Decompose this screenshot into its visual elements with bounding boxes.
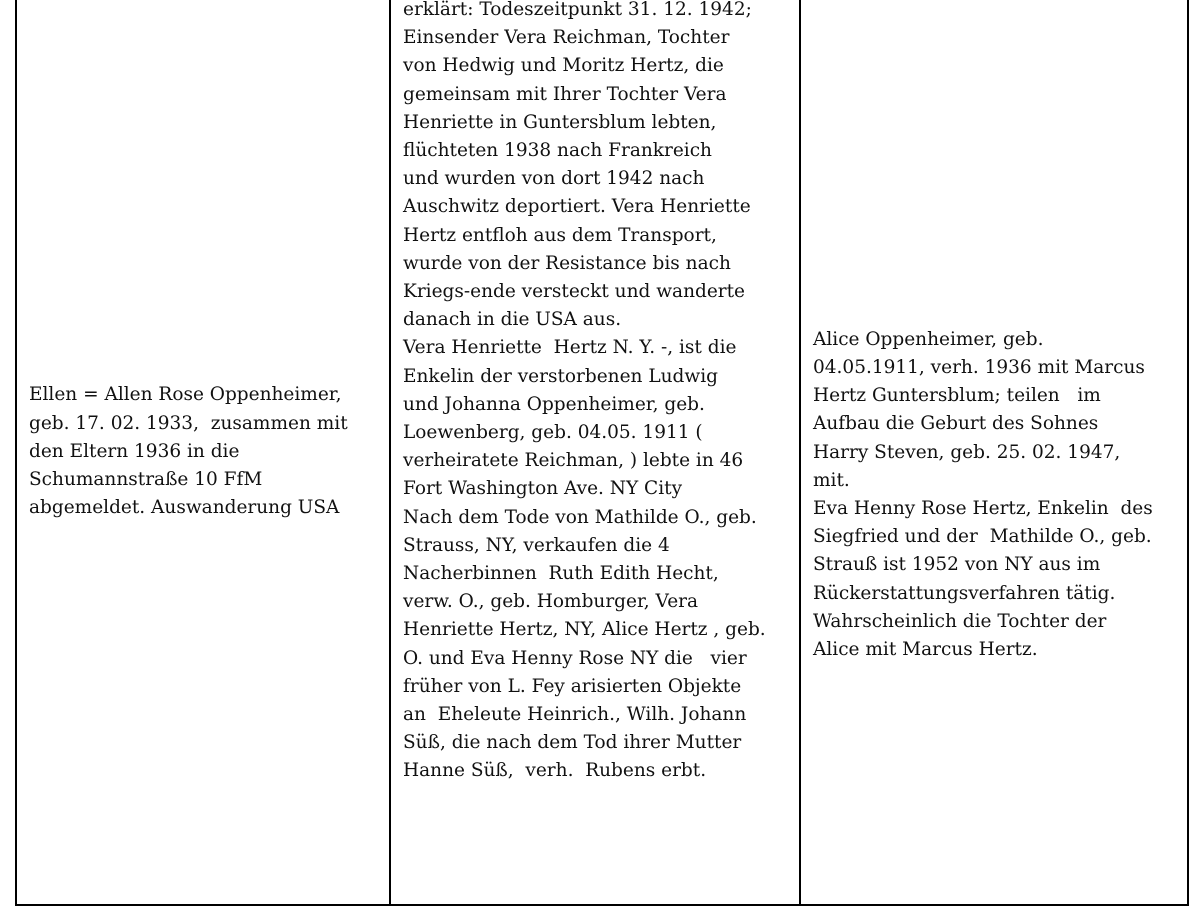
cell-notes-text: Alice Oppenheimer, geb. 04.05.1911, verh. 1936 mit Marcus Hertz Guntersblum; teilen im Aufbau die Geburt des Sohnes Harry Steven, geb. 25. 02. 1947, mit. Eva Henny Rose Hertz, Enkelin des Siegfried und der Mathilde O., geb. Strauß ist 1952 von NY aus im Rückerstattungsverfahren tätig. Wahrscheinlich die Tochter der Alice mit Marcus Hertz. bbox=[813, 328, 1153, 661]
cell-details bbox=[390, 0, 800, 905]
table-row bbox=[16, 0, 1188, 905]
cell-details-text: erklärt: Todeszeitpunkt 31. 12. 1942; Einsender Vera Reichman, Tochter von Hedwig und Moritz Hertz, die gemeinsam mit Ihrer Tochter Vera Henriette in Guntersblum lebten, flüchteten 1938 nach Frankreich und wurden von dort 1942 nach Auschwitz deportiert. Vera Henriette Hertz entfloh aus dem Transport, wurde von der Resistance bis nach Kriegs-ende versteckt und wanderte danach in die USA aus. Vera Henriette Hertz N. Y. -, ist die Enkelin der verstorbenen Ludwig und Johanna Oppenheimer, geb. Loewenberg, geb. 04.05. 1911 ( verheiratete Reichman, ) lebte in 46 Fort Washington Ave. NY City Nach dem Tode von Mathilde O., geb. Strauss, NY, verkaufen die 4 Nacherbinnen Ruth Edith Hecht, verw. O., geb. Homburger, Vera Henriette Hertz, NY, Alice Hertz , geb. O. und Eva Henny Rose NY die vier früher von L. Fey arisierten Objekte an Eheleute Heinrich., Wilh. Johann Süß, die nach dem Tod ihrer Mutter Hanne Süß, verh. Rubens erbt. bbox=[403, 0, 766, 782]
cell-person bbox=[16, 0, 390, 905]
cell-notes bbox=[800, 0, 1188, 905]
cell-person-text: Ellen = Allen Rose Oppenheimer, geb. 17. 02. 1933, zusammen mit den Eltern 1936 in die Schumannstraße 10 FfM abgemeldet. Auswanderung USA bbox=[29, 384, 348, 519]
record-table bbox=[15, 0, 1189, 906]
